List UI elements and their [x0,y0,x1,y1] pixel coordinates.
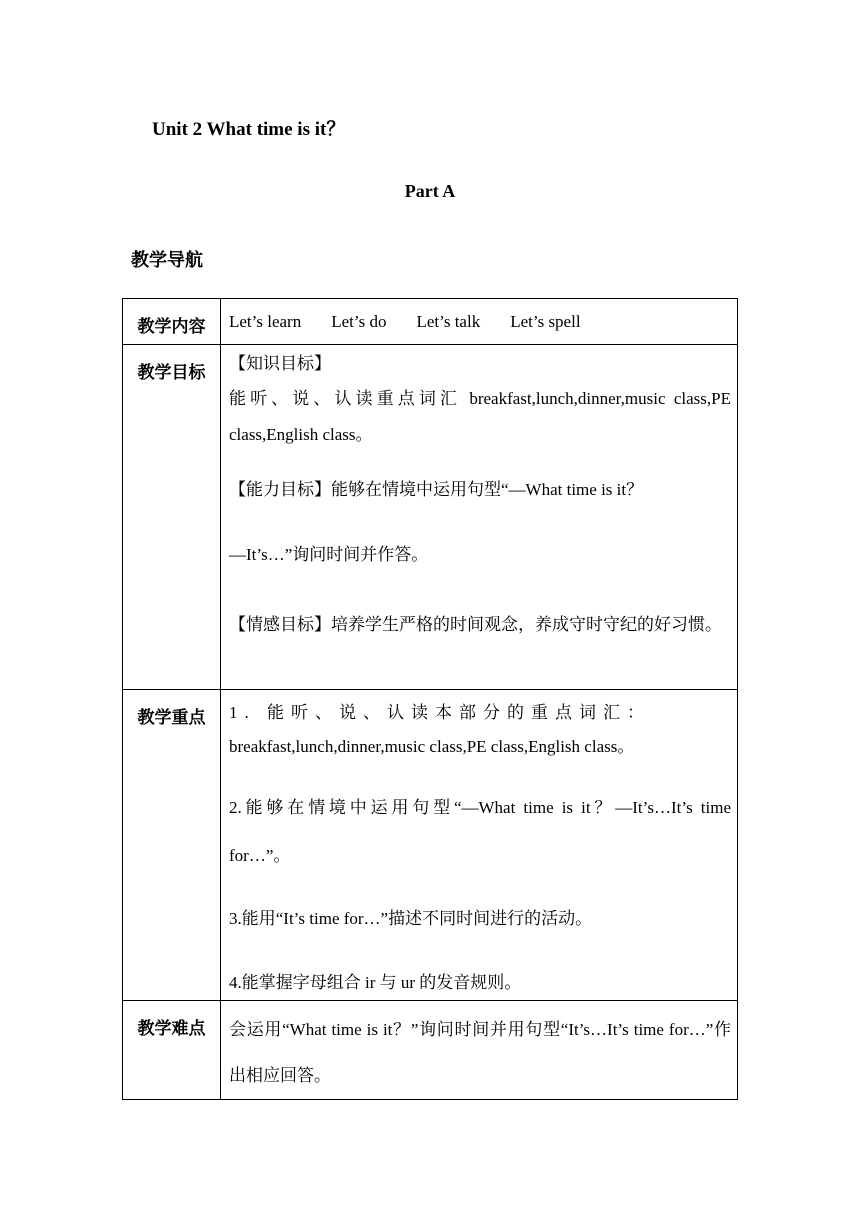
row-goals-cell [221,345,738,690]
paragraph: 【能力目标】能够在情境中运用句型“—What time is it？ [229,480,644,499]
table-row-goals [123,345,738,690]
row-label-text: 教学目标 [137,363,206,383]
row-label [123,690,221,1001]
activity-item: Let’s learn [229,312,302,331]
teaching-plan-table [122,298,738,1100]
part-title: Part A [404,181,456,201]
paragraph: 3.能用“It’s time for…”描述不同时间进行的活动。 [229,909,593,928]
paragraph: 4.能掌握字母组合 ir 与 ur 的发音规则。 [229,973,522,992]
row-label-text: 教学重点 [137,708,206,728]
paragraph: 2.能够在情境中运用句型“—What time is it？—It’s…It’s time for…”。 [229,798,731,865]
activity-item: Let’s do [331,312,387,331]
paragraph: 能听、说、认读重点词汇 breakfast,lunch,dinner,music class,PE class,English class。 [229,389,731,444]
table-row-difficulties [123,1001,738,1100]
row-label-text: 教学难点 [137,1019,206,1039]
row-label [123,345,221,690]
paragraph: 会运用“What time is it？”询问时间并用句型“It’s…It’s time for…”作出相应回答。 [229,1020,731,1085]
paragraph: 1. 能听、说、认读本部分的重点词汇： [229,703,651,722]
unit-title: Unit 2 What time is it？ [152,119,346,140]
paragraph: —It’s…”询问时间并作答。 [229,545,429,564]
paragraph: 【知识目标】 [229,354,331,373]
row-diff-cell [221,1001,738,1100]
paragraph: breakfast,lunch,dinner,music class,PE class,English class。 [229,737,635,756]
table-row-content [123,299,738,345]
row-content-cell [221,299,738,345]
row-key-cell [221,690,738,1001]
row-label [123,1001,221,1100]
row-label [123,299,221,345]
table-row-key-points [123,690,738,1001]
activity-item: Let’s talk [416,312,481,331]
activity-list [229,299,731,332]
row-label-text: 教学内容 [137,317,206,337]
nav-heading: 教学导航 [131,250,203,271]
activity-item: Let’s spell [510,312,581,331]
paragraph: 【情感目标】培养学生严格的时间观念，养成守时守纪的好习惯。 [229,615,722,634]
